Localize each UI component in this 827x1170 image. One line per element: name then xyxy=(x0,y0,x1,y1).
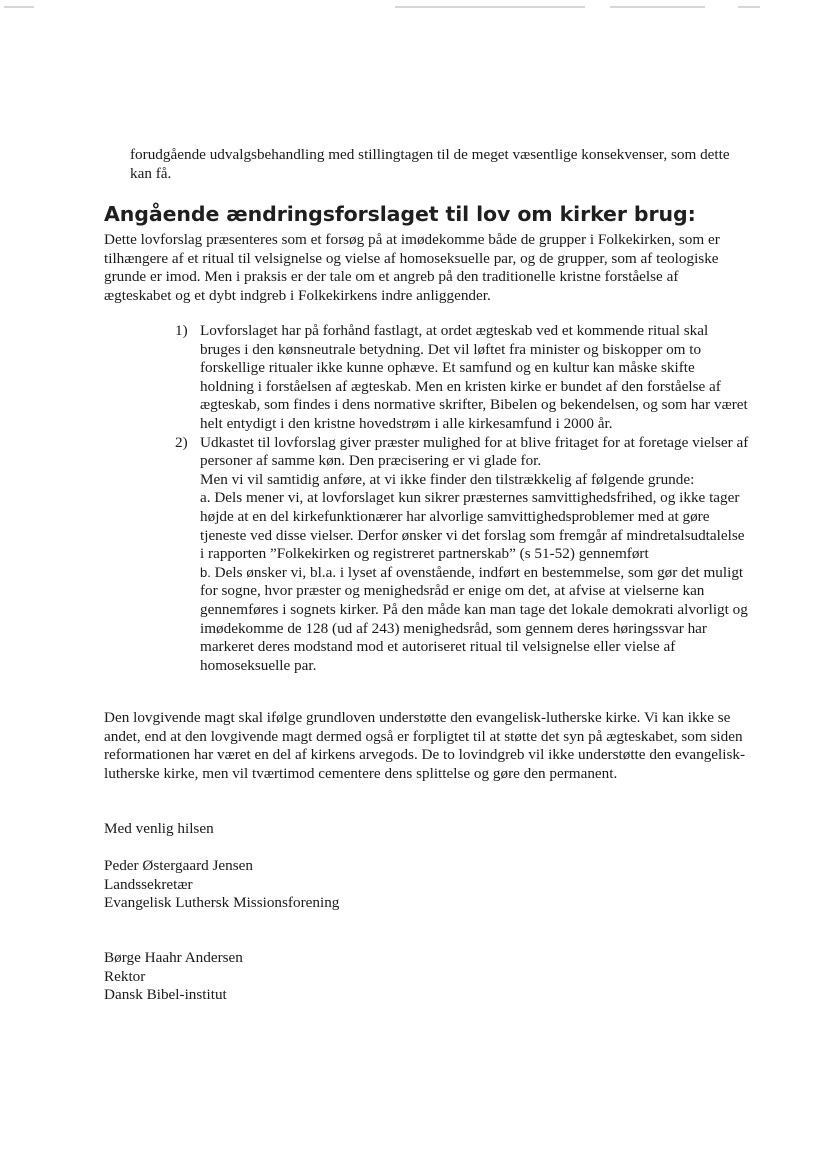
signature-block xyxy=(104,949,243,1005)
list-item-text: Udkastet til lovforslag giver præster mulighed for at blive fritaget for at foretage vielser af personer af samme køn. Den præcisering er vi glade for. xyxy=(200,433,749,470)
signature-block xyxy=(104,857,339,913)
subpoint-text: Dels mener vi, at lovforslaget kun sikrer præsternes samvittighedsfrihed, og ikke tager højde at en del kirkefunktionærer har alvorlige samvittighedsproblemer med at gøre tjeneste ved disse vielser. Derfor ønsker vi det forslag som fremgår af mindretalsudtalelse i rapporten ”Folkekirken og registreret partnerskab” (s 51-52) gennemført xyxy=(200,489,745,563)
scan-edge-mark xyxy=(395,6,585,8)
scan-edge-mark xyxy=(610,6,705,8)
list-item xyxy=(160,434,750,676)
numbered-list xyxy=(160,322,750,675)
scan-edge-mark xyxy=(4,6,34,8)
list-item xyxy=(160,322,750,434)
signatory-title: Landssekretær xyxy=(104,875,193,893)
signatory-title: Rektor xyxy=(104,967,146,985)
intro-paragraph: Dette lovforslag præsenteres som et forsøg på at imødekomme både de grupper i Folkekirken, som er tilhængere af et ritual til velsignelse og vielse af homoseksuelle par, og de grupper, som af teologiske grunde er imod. Men i praksis er der tale om et angreb på den traditionelle kristne forståelse af ægteskabet og et dybt indgreb i Folkekirkens indre anliggender. xyxy=(104,231,720,304)
scan-edge-mark xyxy=(738,6,760,8)
list-item-number: 2) xyxy=(175,433,188,451)
continuation-text: forudgående udvalgsbehandling med stillingtagen til de meget væsentlige konsekvenser, som dette kan få. xyxy=(130,146,730,182)
signatory-name: Peder Østergaard Jensen xyxy=(104,857,254,874)
subpoint-b xyxy=(200,564,750,676)
list-item-number: 1) xyxy=(175,322,188,339)
signatory-organization: Dansk Bibel-institut xyxy=(104,986,227,1004)
subpoint-marker: a. xyxy=(200,489,211,507)
subpoint-marker: b. xyxy=(200,564,211,580)
list-item-text: Lovforslaget har på forhånd fastlagt, at ordet ægteskab ved et kommende ritual skal bruges i den kønsneutrale betydning. Det vil løftet fra minister og biskopper om to forskellige ritualer ikke kunne ophæve. Et samfund og en kultur kan måske skifte holdning i forståelsen af ægteskab. Men en kristen kirke er bundet af den forståelse af ægteskab, som findes i dens normative skrifter, Bibelen og bekendelsen, og som har været helt entydigt i den kristne hovedstrøm i alle kirkesamfund i 2000 år. xyxy=(200,322,748,432)
greeting: Med venlig hilsen xyxy=(104,820,214,837)
subpoint-text: Dels ønsker vi, bl.a. i lyset af ovenstående, indført en bestemmelse, som gør det muligt for sogne, hvor præster og menighedsråd er enige om det, at afvise at vielserne kan gennemføres i sognets kirker. På den måde kan man tage det lokale demokrati alvorligt og imødekomme de 128 (ud af 243) menighedsråd, som gennem deres høringssvar har markeret deres modstand mod et autoriseret ritual til velsignelse eller vielse af homoseksuelle par. xyxy=(200,563,748,674)
subpoint-a xyxy=(200,489,750,563)
list-item-followup: Men vi vil samtidig anføre, at vi ikke finder den tilstrækkelig af følgende grunde: xyxy=(200,470,695,488)
closing-paragraph: Den lovgivende magt skal ifølge grundloven understøtte den evangelisk-lutherske kirke. Vi kan ikke se andet, end at den lovgivende magt dermed også er forpligtet til at støtte det syn på ægteskabet, som siden reformationen har været en del af kirkens arvegods. De to lovindgreb vil ikke understøtte den evangelisk-lutherske kirke, men vil tværtimod cementere dens splittelse og gøre den permanent. xyxy=(104,709,746,782)
signatory-organization: Evangelisk Luthersk Missionsforening xyxy=(104,894,340,912)
section-heading: Angående ændringsforslaget til lov om kirker brug: xyxy=(104,202,696,226)
signatory-name: Børge Haahr Andersen xyxy=(104,949,243,966)
